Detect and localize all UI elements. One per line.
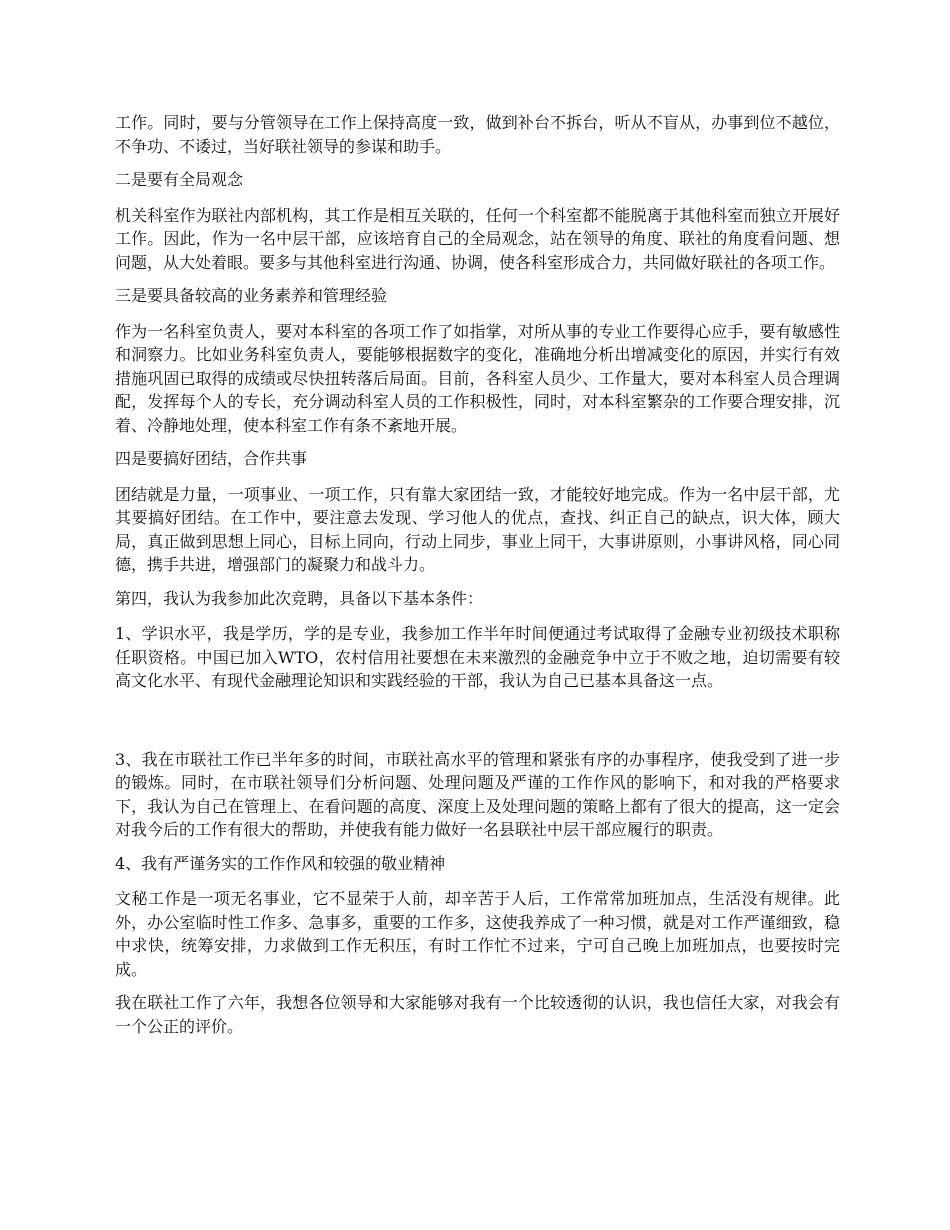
paragraph-condition-3: 3、我在市联社工作已半年多的时间，市联社高水平的管理和紧张有序的办事程序，使我受到了进一步的锻炼。同时，在市联社领导们分析问题、处理问题及严谨的工作作风的影响下，和对我的严格要求下，我认为自己在管理上、在看问题的高度、深度上及处理问题的策略上都有了很大的提高，这一定会对我今后的工作有很大的帮助，并使我有能力做好一名县联社中层干部应履行的职责。 [115,749,840,839]
paragraph-global-view: 机关科室作为联社内部机构，其工作是相互关联的，任何一个科室都不能脱离于其他科室而独立开展好工作。因此，作为一名中层干部，应该培育自己的全局观念，站在领导的角度、联社的角度看问题、想问题，从大处着眼。要多与其他科室进行沟通、协调，使各科室形成合力，共同做好联社的各项工作。 [115,205,840,272]
paragraph-condition-1: 1、学识水平，我是学历，学的是专业，我参加工作半年时间便通过考试取得了金融专业初级技术职称任职资格。中国已加入WTO，农村信用社要想在未来激烈的金融竞争中立于不败之地，迫切需要有较高文化水平、有现代金融理论知识和实践经验的干部，我认为自己已基本具备这一点。 [115,624,840,690]
heading-global-view: 二是要有全局观念 [115,170,244,189]
paragraph-closing: 我在联社工作了六年，我想各位领导和大家能够对我有一个比较透彻的认识，我也信任大家，对我会有一个公正的评价。 [115,993,840,1036]
heading-professional-quality: 三是要具备较高的业务素养和管理经验 [115,286,388,305]
paragraph-work-attitude: 工作。同时，要与分管领导在工作上保持高度一致，做到补台不拆台，听从不盲从，办事到位不越位，不争功、不诿过，当好联社领导的参谋和助手。 [115,113,840,156]
heading-condition-4: 4、我有严谨务实的工作作风和较强的敬业精神 [115,853,446,873]
heading-basic-conditions: 第四，我认为我参加此次竞聘，具备以下基本条件： [115,588,484,608]
paragraph-unity: 团结就是力量，一项事业、一项工作，只有靠大家团结一致，才能较好地完成。作为一名中层干部，尤其要搞好团结。在工作中，要注意去发现、学习他人的优点，查找、纠正自己的缺点，识大体，顾大局，真正做到思想上同心，目标上同向，行动上同步，事业上同干，大事讲原则，小事讲风格，同心同德，携手共进，增强部门的凝聚力和战斗力。 [115,484,840,574]
blank-gap [115,703,840,748]
heading-unity: 四是要搞好团结，合作共事 [115,449,308,468]
document-page [115,111,840,1048]
paragraph-condition-4: 文秘工作是一项无名事业，它不显荣于人前，却辛苦于人后，工作常常加班加点，生活没有规律。此外，办公室临时性工作多、急事多，重要的工作多，这使我养成了一种习惯，就是对工作严谨细致，稳中求快，统筹安排，力求做到工作无积压，有时工作忙不过来，宁可自己晚上加班加点，也要按时完成。 [115,889,840,979]
paragraph-professional-quality: 作为一名科室负责人，要对本科室的各项工作了如指掌，对所从事的专业工作要得心应手，要有敏感性和洞察力。比如业务科室负责人，要能够根据数字的变化，准确地分析出增减变化的原因，并实行有效措施巩固已取得的成绩或尽快扭转落后局面。目前，各科室人员少、工作量大，要对本科室人员合理调配，发挥每个人的专长，充分调动科室人员的工作积极性，同时，对本科室繁杂的工作要合理安排，沉着、冷静地处理，使本科室工作有条不紊地开展。 [115,321,840,435]
